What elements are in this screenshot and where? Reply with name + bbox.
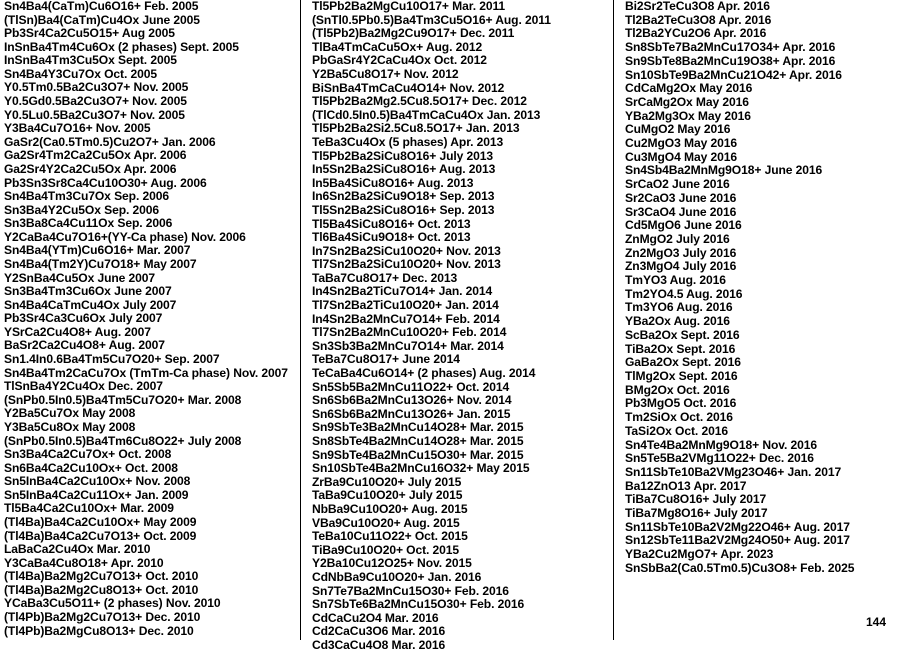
compound-entry: (Tl4Ba)Ba4Ca2Cu7O13+ Oct. 2009 (4, 528, 197, 543)
compound-entry: YBa2Ox Aug. 2016 (625, 314, 730, 329)
column-1 (4, 0, 296, 640)
column-divider-2 (613, 0, 614, 640)
compound-entry: ScBa2Ox Sept. 2016 (625, 327, 740, 342)
compound-entry: Sn3Ba4Tm3Cu6Ox June 2007 (4, 284, 172, 299)
compound-entry: Sn5InBa4Ca2Cu10Ox+ Nov. 2008 (4, 474, 191, 489)
compound-entry: Sn12SbTe11Ba2V2Mg24O50+ Aug. 2017 (625, 533, 850, 548)
compound-entry: Zn2MgO3 July 2016 (625, 245, 737, 260)
compound-entry: Sn4Te4Ba2MnMg9O18+ Nov. 2016 (625, 437, 818, 452)
compound-entry: Bi2Sr2TeCu3O8 Apr. 2016 (625, 0, 770, 13)
compound-entry: (SnTl0.5Pb0.5)Ba4Tm3Cu5O16+ Aug. 2011 (312, 12, 551, 27)
compound-entry: TaBa9Cu10O20+ July 2015 (312, 488, 463, 503)
compound-entry: Sn11SbTe10Ba2V2Mg22O46+ Aug. 2017 (625, 519, 850, 534)
compound-entry: PbGaSr4Y2CaCu4Ox Oct. 2012 (312, 53, 487, 68)
compound-entry: Tm2YO4.5 Aug. 2016 (625, 286, 743, 301)
compound-entry: Y2SnBa4Cu5Ox June 2007 (4, 270, 156, 285)
compound-entry: (Tl5Pb2)Ba2Mg2Cu9O17+ Dec. 2011 (312, 26, 515, 41)
compound-entry: Tl5Sn2Ba2SiCu8O16+ Sep. 2013 (312, 202, 495, 217)
compound-entry: Sn4Ba4Tm2CaCu7Ox (TmTm-Ca phase) Nov. 2007 (4, 365, 288, 380)
compound-entry: YSrCa2Cu4O8+ Aug. 2007 (4, 324, 151, 339)
compound-entry: Sn5Te5Ba2VMg11O22+ Dec. 2016 (625, 451, 814, 466)
compound-entry: Tm3YO6 Aug. 2016 (625, 300, 733, 315)
compound-entry: BMg2Ox Oct. 2016 (625, 382, 730, 397)
compound-entry: TmYO3 Aug. 2016 (625, 273, 726, 288)
compound-entry: TiBa7Cu8O16+ July 2017 (625, 492, 767, 507)
compound-entry: (SnPb0.5In0.5)Ba4Tm5Cu7O20+ Mar. 2008 (4, 392, 242, 407)
column-divider-1 (300, 0, 301, 640)
compound-entry: BaSr2Ca2Cu4O8+ Aug. 2007 (4, 338, 165, 353)
compound-entry: In4Sn2Ba2MnCu7O14+ Feb. 2014 (312, 311, 500, 326)
compound-entry: TeCaBa4Cu6O14+ (2 phases) Aug. 2014 (312, 366, 536, 381)
compound-entry: YBa2Mg3Ox May 2016 (625, 108, 751, 123)
compound-entry: Y0.5Tm0.5Ba2Cu3O7+ Nov. 2005 (4, 80, 189, 95)
compound-entry: Sn6Ba4Ca2Cu10Ox+ Oct. 2008 (4, 460, 178, 475)
compound-entry: TaSi2Ox Oct. 2016 (625, 423, 728, 438)
compound-entry: Y2CaBa4Cu7O16+(YY-Ca phase) Nov. 2006 (4, 229, 246, 244)
compound-entry: In7Sn2Ba2SiCu10O20+ Nov. 2013 (312, 243, 501, 258)
compound-list-3 (625, 0, 915, 576)
compound-entry: Tl7Sn2Ba2SiCu10O20+ Nov. 2013 (312, 257, 501, 272)
compound-entry: Pb3Sr4Ca3Cu6Ox July 2007 (4, 311, 163, 326)
compound-entry: (SnPb0.5In0.5)Ba4Tm6Cu8O22+ July 2008 (4, 433, 242, 448)
compound-entry: Sn6Sb6Ba2MnCu13O26+ Jan. 2015 (312, 406, 511, 421)
compound-entry: CuMgO2 May 2016 (625, 122, 731, 137)
compound-entry: TiBa7Mg8O16+ July 2017 (625, 506, 768, 521)
compound-entry: Sn3Ba4Ca2Cu7Ox+ Oct. 2008 (4, 447, 172, 462)
compound-entry: Tl2Ba2TeCu3O8 Apr. 2016 (625, 12, 772, 27)
compound-entry: Pb3Sr4Ca2Cu5O15+ Aug 2005 (4, 26, 175, 41)
compound-entry: TeBa10Cu11O22+ Oct. 2015 (312, 529, 468, 544)
compound-entry: CdCaCu2O4 Mar. 2016 (312, 610, 439, 625)
compound-entry: (TlSn)Ba4(CaTm)Cu4Ox June 2005 (4, 12, 200, 27)
compound-entry: Sn9SbTe8Ba2MnCu19O38+ Apr. 2016 (625, 53, 836, 68)
compound-entry: Y0.5Gd0.5Ba2Cu3O7+ Nov. 2005 (4, 94, 187, 109)
compound-entry: Tl5Ba4SiCu8O16+ Oct. 2013 (312, 216, 471, 231)
compound-entry: VBa9Cu10O20+ Aug. 2015 (312, 515, 460, 530)
compound-entry: Sn3Ba8Ca4Cu11Ox Sep. 2006 (4, 216, 173, 231)
compound-entry: Y3Ba5Cu8Ox May 2008 (4, 419, 136, 434)
column-3 (625, 0, 915, 640)
compound-entry: GaBa2Ox Sept. 2016 (625, 355, 741, 370)
compound-entry: Y3Ba4Cu7O16+ Nov. 2005 (4, 121, 151, 136)
compound-entry: ZrBa9Cu10O20+ July 2015 (312, 474, 462, 489)
compound-entry: TaBa7Cu8O17+ Dec. 2013 (312, 270, 458, 285)
column-2 (312, 0, 608, 652)
compound-entry: In6Sn2Ba2SiCu9O18+ Sep. 2013 (312, 189, 495, 204)
compound-entry: Y3CaBa4Cu8O18+ Apr. 2010 (4, 555, 164, 570)
compound-entry: YCaBa3Cu5O11+ (2 phases) Nov. 2010 (4, 596, 221, 611)
compound-entry: Sn4Ba4Y3Cu7Ox Oct. 2005 (4, 66, 157, 81)
compound-entry: Tl7Sn2Ba2TiCu10O20+ Jan. 2014 (312, 298, 499, 313)
compound-entry: In5Ba4SiCu8O16+ Aug. 2013 (312, 175, 474, 190)
compound-entry: Sn5InBa4Ca2Cu11Ox+ Jan. 2009 (4, 487, 189, 502)
compound-entry: Y2Ba5Cu7Ox May 2008 (4, 406, 136, 421)
compound-entry: Cd3CaCu4O8 Mar. 2016 (312, 637, 446, 652)
compound-entry: TiBa9Cu10O20+ Oct. 2015 (312, 542, 460, 557)
compound-entry: Ga2Sr4Tm2Ca2Cu5Ox Apr. 2006 (4, 148, 187, 163)
compound-entry: Sn5Sb5Ba2MnCu11O22+ Oct. 2014 (312, 379, 510, 394)
compound-entry: Pb3MgO5 Oct. 2016 (625, 396, 737, 411)
compound-entry: LaBaCa2Cu4Ox Mar. 2010 (4, 542, 151, 557)
compound-entry: GaSr2(Ca0.5Tm0.5)Cu2O7+ Jan. 2006 (4, 134, 216, 149)
compound-entry: (Tl4Pb)Ba2MgCu8O13+ Dec. 2010 (4, 623, 194, 638)
compound-entry: Ba12ZnO13 Apr. 2017 (625, 478, 747, 493)
compound-entry: Ga2Sr4Y2Ca2Cu5Ox Apr. 2006 (4, 161, 177, 176)
compound-entry: (Tl4Ba)Ba2Mg2Cu7O13+ Oct. 2010 (4, 569, 199, 584)
compound-entry: Sn3Ba4Y2Cu5Ox Sep. 2006 (4, 202, 160, 217)
compound-list-1 (4, 0, 296, 638)
compound-entry: Sn10SbTe9Ba2MnCu21O42+ Apr. 2016 (625, 67, 842, 82)
compound-entry: SrCaMg2Ox May 2016 (625, 94, 749, 109)
compound-entry: SrCaO2 June 2016 (625, 177, 730, 192)
compound-entry: (TlCd0.5In0.5)Ba4TmCaCu4Ox Jan. 2013 (312, 107, 541, 122)
compound-entry: Pb3Sn3Sr8Ca4Cu10O30+ Aug. 2006 (4, 175, 207, 190)
compound-entry: Tl5Pb2Ba2SiCu8O16+ July 2013 (312, 148, 494, 163)
compound-entry: Tl5Pb2Ba2Mg2.5Cu8.5O17+ Dec. 2012 (312, 94, 527, 109)
compound-entry: Tl5Ba4Ca2Cu10Ox+ Mar. 2009 (4, 501, 174, 516)
compound-entry: Sr2CaO3 June 2016 (625, 190, 737, 205)
compound-entry: Sn8SbTe4Ba2MnCu14O28+ Mar. 2015 (312, 434, 524, 448)
compound-entry: ZnMgO2 July 2016 (625, 231, 730, 246)
compound-entry: Tl2Ba2YCu2O6 Apr. 2016 (625, 26, 767, 41)
compound-entry: Tl5Pb2Ba2MgCu10O17+ Mar. 2011 (312, 0, 506, 13)
compound-entry: TeBa7Cu8O17+ June 2014 (312, 352, 460, 367)
compound-entry: Sn3Sb3Ba2MnCu7O14+ Mar. 2014 (312, 338, 504, 353)
compound-entry: Sn1.4In0.6Ba4Tm5Cu7O20+ Sep. 2007 (4, 352, 220, 367)
compound-entry: TlBa4TmCaCu5Ox+ Aug. 2012 (312, 39, 483, 54)
compound-entry: Sn4Ba4(CaTm)Cu6O16+ Feb. 2005 (4, 0, 199, 13)
compound-entry: Sn4Sb4Ba2MnMg9O18+ June 2016 (625, 163, 823, 178)
compound-entry: CdNbBa9Cu10O20+ Jan. 2016 (312, 569, 482, 584)
compound-entry: Sn9SbTe4Ba2MnCu15O30+ Mar. 2015 (312, 447, 524, 462)
compound-entry: CdCaMg2Ox May 2016 (625, 81, 753, 96)
compound-entry: YBa2Cu2MgO7+ Apr. 2023 (625, 547, 774, 562)
compound-entry: Cu3MgO4 May 2016 (625, 149, 737, 164)
compound-entry: Tl7Sn2Ba2MnCu10O20+ Feb. 2014 (312, 325, 507, 340)
compound-entry: Sn6Sb6Ba2MnCu13O26+ Nov. 2014 (312, 393, 512, 408)
compound-entry: TeBa3Cu4Ox (5 phases) Apr. 2013 (312, 134, 504, 149)
compound-entry: Cu2MgO3 May 2016 (625, 136, 737, 151)
compound-entry: Sn11SbTe10Ba2VMg23O46+ Jan. 2017 (625, 464, 842, 479)
compound-entry: (Tl4Ba)Ba2Mg2Cu8O13+ Oct. 2010 (4, 582, 199, 597)
compound-entry: Sn7SbTe6Ba2MnCu15O30+ Feb. 2016 (312, 597, 525, 612)
compound-entry: Tl6Ba4SiCu9O18+ Oct. 2013 (312, 230, 471, 245)
compound-entry: SnSbBa2(Ca0.5Tm0.5)Cu3O8+ Feb. 2025 (625, 560, 855, 575)
compound-entry: (Tl4Ba)Ba4Ca2Cu10Ox+ May 2009 (4, 514, 197, 529)
compound-list-2 (312, 0, 608, 653)
compound-entry: Cd2CaCu3O6 Mar. 2016 (312, 624, 446, 639)
compound-entry: TiBa2Ox Sept. 2016 (625, 341, 736, 356)
compound-entry: Y2Ba10Cu12O25+ Nov. 2015 (312, 556, 472, 571)
compound-entry: TlMg2Ox Sept. 2016 (625, 368, 738, 383)
compound-entry: In4Sn2Ba2TiCu7O14+ Jan. 2014 (312, 284, 493, 299)
compound-entry: Tm2SiOx Oct. 2016 (625, 410, 733, 425)
compound-entry: Tl5Pb2Ba2Si2.5Cu8.5O17+ Jan. 2013 (312, 121, 520, 136)
compound-entry: TlSnBa4Y2Cu4Ox Dec. 2007 (4, 379, 163, 394)
compound-entry: Cd5MgO6 June 2016 (625, 218, 742, 233)
compound-entry: Y2Ba5Cu8O17+ Nov. 2012 (312, 66, 459, 81)
page-number: 144 (866, 615, 887, 629)
compound-entry: Sn4Ba4CaTmCu4Ox July 2007 (4, 297, 177, 312)
compound-entry: Sr3CaO4 June 2016 (625, 204, 737, 219)
compound-entry: NbBa9Cu10O20+ Aug. 2015 (312, 501, 468, 516)
compound-entry: InSnBa4Tm4Cu6Ox (2 phases) Sept. 2005 (4, 39, 239, 54)
compound-entry: (Tl4Pb)Ba2Mg2Cu7O13+ Dec. 2010 (4, 610, 201, 625)
compound-entry: Sn4Ba4(YTm)Cu6O16+ Mar. 2007 (4, 243, 191, 258)
compound-entry: Y0.5Lu0.5Ba2Cu3O7+ Nov. 2005 (4, 107, 185, 122)
compound-entry: Sn9SbTe3Ba2MnCu14O28+ Mar. 2015 (312, 420, 524, 435)
compound-entry: Sn4Ba4Tm3Cu7Ox Sep. 2006 (4, 189, 169, 204)
compound-entry: Sn10SbTe4Ba2MnCu16O32+ May 2015 (312, 461, 530, 476)
compound-entry: In5Sn2Ba2SiCu8O16+ Aug. 2013 (312, 162, 496, 177)
compound-entry: Sn7Te7Ba2MnCu15O30+ Feb. 2016 (312, 583, 509, 598)
compound-entry: BiSnBa4TmCaCu4O14+ Nov. 2012 (312, 80, 505, 95)
compound-entry: Zn3MgO4 July 2016 (625, 259, 737, 274)
compound-entry: Sn8SbTe7Ba2MnCu17O34+ Apr. 2016 (625, 40, 836, 55)
compound-entry: Sn4Ba4(Tm2Y)Cu7O18+ May 2007 (4, 256, 197, 271)
compound-entry: InSnBa4Tm3Cu5Ox Sept. 2005 (4, 53, 177, 68)
